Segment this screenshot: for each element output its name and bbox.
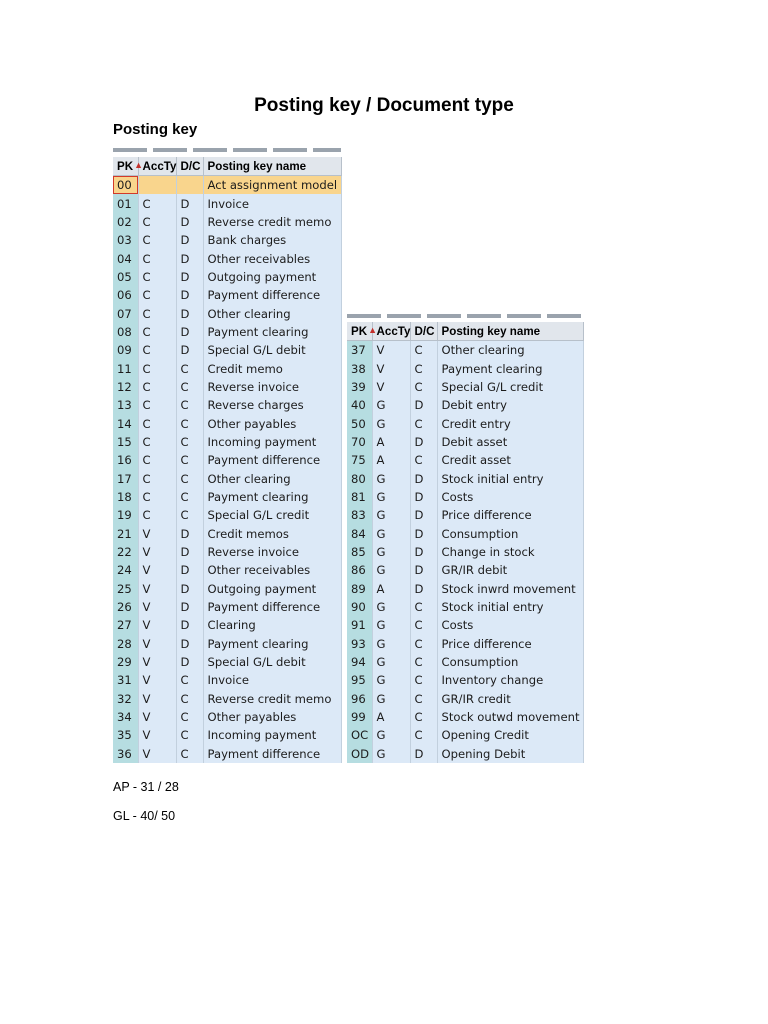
table-row[interactable]: [347, 579, 583, 597]
cell-name: Reverse charges: [203, 396, 341, 414]
cell-accty: G: [372, 690, 410, 708]
cell-dc: D: [176, 231, 203, 249]
cell-accty: V: [138, 525, 176, 543]
cell-pk: 85: [347, 543, 372, 561]
cell-accty: C: [138, 194, 176, 212]
cell-accty: G: [372, 671, 410, 689]
column-header-pk[interactable]: PK▲: [347, 322, 372, 341]
cell-accty: C: [138, 470, 176, 488]
cell-pk: 36: [113, 745, 138, 763]
cell-pk: 27: [113, 616, 138, 634]
cell-pk: 99: [347, 708, 372, 726]
cell-pk: 91: [347, 616, 372, 634]
cell-accty: V: [372, 341, 410, 360]
cell-pk: 08: [113, 323, 138, 341]
posting-key-table-left: [113, 157, 342, 763]
cell-dc: C: [176, 396, 203, 414]
cell-dc: C: [176, 708, 203, 726]
cell-accty: G: [372, 635, 410, 653]
cell-pk: 02: [113, 213, 138, 231]
cell-pk: 83: [347, 506, 372, 524]
table-row[interactable]: [113, 194, 341, 212]
cell-pk: 11: [113, 359, 138, 377]
table-row[interactable]: [113, 176, 341, 195]
cell-dc: D: [176, 268, 203, 286]
cell-name: Price difference: [437, 506, 583, 524]
cell-pk: 94: [347, 653, 372, 671]
cell-name: Costs: [437, 488, 583, 506]
cell-name: Act assignment model: [203, 176, 341, 195]
cell-dc: C: [176, 506, 203, 524]
cell-accty: C: [138, 359, 176, 377]
cell-dc: C: [176, 690, 203, 708]
cell-name: Credit asset: [437, 451, 583, 469]
cell-dc: C: [176, 470, 203, 488]
cell-pk: 86: [347, 561, 372, 579]
cell-dc: C: [176, 359, 203, 377]
cell-pk: 28: [113, 635, 138, 653]
cell-accty: G: [372, 488, 410, 506]
cell-accty: G: [372, 414, 410, 432]
cell-dc: C: [176, 414, 203, 432]
column-header-pk[interactable]: PK▲: [113, 157, 138, 176]
cell-name: Payment difference: [203, 598, 341, 616]
cell-name: Credit memo: [203, 359, 341, 377]
cell-name: Outgoing payment: [203, 580, 341, 598]
cell-pk: 32: [113, 690, 138, 708]
cell-name: Credit entry: [437, 414, 583, 432]
cell-name: Invoice: [203, 194, 341, 212]
cell-accty: C: [138, 506, 176, 524]
cell-accty: V: [138, 653, 176, 671]
cell-pk: 96: [347, 690, 372, 708]
cell-accty: G: [372, 506, 410, 524]
table-row[interactable]: [347, 671, 583, 689]
cell-accty: A: [372, 451, 410, 469]
cell-accty: C: [138, 433, 176, 451]
cell-accty: G: [372, 543, 410, 561]
cell-pk: 39: [347, 378, 372, 396]
cell-pk: 70: [347, 433, 372, 451]
cell-name: Payment clearing: [203, 488, 341, 506]
cell-pk: 37: [347, 341, 372, 360]
table-row[interactable]: [113, 488, 341, 506]
cell-pk: 06: [113, 286, 138, 304]
cell-accty: G: [372, 598, 410, 616]
cell-name: Inventory change: [437, 671, 583, 689]
cell-name: Payment difference: [203, 451, 341, 469]
cell-name: Other payables: [203, 708, 341, 726]
table-row[interactable]: [113, 231, 341, 249]
cell-dc: C: [410, 635, 437, 653]
table-row[interactable]: [113, 561, 341, 579]
table-row[interactable]: [113, 690, 341, 708]
cell-dc: C: [410, 616, 437, 634]
table-row[interactable]: [347, 543, 583, 561]
cell-name: Opening Debit: [437, 745, 583, 763]
cell-name: Clearing: [203, 616, 341, 634]
cell-name: Debit entry: [437, 396, 583, 414]
cell-pk: 25: [113, 580, 138, 598]
cell-dc: C: [410, 690, 437, 708]
cell-accty: C: [138, 414, 176, 432]
cell-accty: C: [138, 451, 176, 469]
cell-accty: V: [372, 378, 410, 396]
cell-pk: 34: [113, 708, 138, 726]
cell-accty: V: [138, 635, 176, 653]
table-row[interactable]: [113, 304, 341, 322]
note-ap: AP - 31 / 28: [113, 780, 179, 794]
table-row[interactable]: [113, 635, 341, 653]
table-row[interactable]: [113, 525, 341, 543]
table-row[interactable]: [113, 286, 341, 304]
sort-ascending-icon: ▲: [134, 159, 144, 170]
cell-dc: D: [176, 561, 203, 579]
cell-dc: C: [176, 451, 203, 469]
cell-dc: D: [410, 745, 437, 763]
cell-accty: V: [138, 745, 176, 763]
cell-pk: 05: [113, 268, 138, 286]
table-row[interactable]: [347, 488, 583, 506]
column-header-dc[interactable]: D/C: [410, 322, 437, 341]
cell-pk: 19: [113, 506, 138, 524]
cell-pk: 84: [347, 524, 372, 542]
cell-dc: D: [176, 286, 203, 304]
cell-dc: D: [176, 525, 203, 543]
cell-accty: C: [138, 323, 176, 341]
cell-dc: D: [410, 524, 437, 542]
table-row[interactable]: [113, 543, 341, 561]
table-row[interactable]: [113, 433, 341, 451]
table-row[interactable]: [113, 378, 341, 396]
table-row[interactable]: [113, 745, 341, 763]
cell-dc: D: [410, 561, 437, 579]
cell-dc: C: [410, 653, 437, 671]
cell-name: Consumption: [437, 653, 583, 671]
cell-pk: 26: [113, 598, 138, 616]
cell-name: Opening Credit: [437, 726, 583, 744]
cell-dc: C: [410, 726, 437, 744]
table-row[interactable]: [113, 708, 341, 726]
cell-accty: G: [372, 469, 410, 487]
cell-pk: 01: [113, 194, 138, 212]
toolbar-strip-right: [347, 314, 583, 318]
cell-dc: D: [176, 580, 203, 598]
cell-name: Costs: [437, 616, 583, 634]
table-row[interactable]: [113, 341, 341, 359]
cell-accty: A: [372, 433, 410, 451]
cell-name: Incoming payment: [203, 433, 341, 451]
cell-name: Reverse credit memo: [203, 690, 341, 708]
column-header-name[interactable]: Posting key name: [203, 157, 341, 176]
table-row[interactable]: [347, 451, 583, 469]
cell-dc: C: [410, 671, 437, 689]
table-row[interactable]: [113, 268, 341, 286]
cell-pk: 75: [347, 451, 372, 469]
cell-name: Other clearing: [437, 341, 583, 360]
table-header-row: [347, 322, 583, 341]
cell-pk: 13: [113, 396, 138, 414]
cell-pk: 22: [113, 543, 138, 561]
cell-dc: D: [176, 323, 203, 341]
cell-dc: C: [410, 341, 437, 360]
table-row[interactable]: [347, 524, 583, 542]
cell-name: Stock initial entry: [437, 598, 583, 616]
cell-accty: C: [138, 286, 176, 304]
cell-dc: C: [176, 378, 203, 396]
cell-name: Change in stock: [437, 543, 583, 561]
cell-name: Other receivables: [203, 249, 341, 267]
cell-accty: V: [138, 580, 176, 598]
cell-name: Credit memos: [203, 525, 341, 543]
cell-accty: G: [372, 616, 410, 634]
cell-pk: 89: [347, 579, 372, 597]
cell-accty: C: [138, 304, 176, 322]
cell-name: GR/IR debit: [437, 561, 583, 579]
cell-name: Reverse invoice: [203, 378, 341, 396]
cell-dc: C: [176, 726, 203, 744]
cell-accty: C: [138, 341, 176, 359]
cell-dc: C: [410, 451, 437, 469]
cell-dc: D: [176, 194, 203, 212]
cell-dc: D: [176, 543, 203, 561]
cell-pk: 07: [113, 304, 138, 322]
table-row[interactable]: [113, 506, 341, 524]
cell-dc: C: [176, 488, 203, 506]
cell-pk: 18: [113, 488, 138, 506]
cell-name: Special G/L debit: [203, 653, 341, 671]
cell-name: Stock initial entry: [437, 469, 583, 487]
cell-accty: V: [138, 598, 176, 616]
table-body: [347, 341, 583, 763]
cell-accty: C: [138, 268, 176, 286]
cell-name: Other clearing: [203, 304, 341, 322]
cell-name: Invoice: [203, 671, 341, 689]
cell-dc: C: [176, 745, 203, 763]
table-row[interactable]: [113, 616, 341, 634]
cell-name: Special G/L credit: [203, 506, 341, 524]
table-row[interactable]: [113, 323, 341, 341]
cell-accty: C: [138, 231, 176, 249]
column-header-accty[interactable]: AccTy: [372, 322, 410, 341]
table-row[interactable]: [347, 433, 583, 451]
cell-pk: 80: [347, 469, 372, 487]
table-row[interactable]: [347, 396, 583, 414]
cell-name: Debit asset: [437, 433, 583, 451]
cell-dc: D: [410, 543, 437, 561]
cell-pk: OD: [347, 745, 372, 763]
cell-pk: 38: [347, 359, 372, 377]
cell-pk: 35: [113, 726, 138, 744]
table-row[interactable]: [347, 341, 583, 360]
cell-name: Special G/L credit: [437, 378, 583, 396]
table-row[interactable]: [347, 616, 583, 634]
cell-dc: D: [176, 249, 203, 267]
cell-name: Outgoing payment: [203, 268, 341, 286]
cell-pk: 03: [113, 231, 138, 249]
cell-dc: D: [176, 653, 203, 671]
cell-dc: D: [176, 598, 203, 616]
cell-accty: C: [138, 213, 176, 231]
cell-name: Other receivables: [203, 561, 341, 579]
document-title: Posting key / Document type: [254, 95, 514, 116]
cell-dc: D: [176, 616, 203, 634]
cell-dc: C: [410, 598, 437, 616]
table-row[interactable]: [113, 414, 341, 432]
cell-dc: C: [410, 359, 437, 377]
table-row[interactable]: [113, 451, 341, 469]
cell-dc: D: [410, 396, 437, 414]
table-row[interactable]: [347, 414, 583, 432]
table-row[interactable]: [347, 561, 583, 579]
cell-pk: OC: [347, 726, 372, 744]
column-header-dc[interactable]: D/C: [176, 157, 203, 176]
cell-dc: D: [410, 433, 437, 451]
cell-name: Reverse credit memo: [203, 213, 341, 231]
cell-pk: 17: [113, 470, 138, 488]
cell-dc: C: [410, 378, 437, 396]
cell-name: Payment difference: [203, 286, 341, 304]
cell-accty: C: [138, 396, 176, 414]
cell-accty: G: [372, 524, 410, 542]
table-row[interactable]: [347, 745, 583, 763]
cell-name: Payment clearing: [203, 323, 341, 341]
cell-dc: D: [176, 213, 203, 231]
cell-pk: 09: [113, 341, 138, 359]
table-row[interactable]: [347, 469, 583, 487]
table-row[interactable]: [113, 653, 341, 671]
cell-accty: V: [138, 561, 176, 579]
cell-name: Consumption: [437, 524, 583, 542]
cell-accty: V: [138, 671, 176, 689]
cell-dc: C: [176, 433, 203, 451]
cell-pk: 16: [113, 451, 138, 469]
sort-ascending-icon: ▲: [368, 324, 378, 335]
table-header-row: [113, 157, 341, 176]
table-row[interactable]: [113, 671, 341, 689]
cell-pk: 14: [113, 414, 138, 432]
cell-dc: [176, 176, 203, 195]
cell-dc: D: [410, 506, 437, 524]
cell-name: Bank charges: [203, 231, 341, 249]
cell-name: Special G/L debit: [203, 341, 341, 359]
cell-name: Other payables: [203, 414, 341, 432]
cell-dc: D: [410, 469, 437, 487]
cell-pk: 95: [347, 671, 372, 689]
cell-accty: V: [138, 616, 176, 634]
table-row[interactable]: [347, 359, 583, 377]
cell-name: Incoming payment: [203, 726, 341, 744]
cell-pk: 24: [113, 561, 138, 579]
cell-dc: D: [176, 341, 203, 359]
cell-name: Stock outwd movement: [437, 708, 583, 726]
table-row[interactable]: [113, 396, 341, 414]
cell-dc: C: [410, 708, 437, 726]
table-row[interactable]: [113, 359, 341, 377]
cell-pk: 81: [347, 488, 372, 506]
table-row[interactable]: [347, 708, 583, 726]
table-body: [113, 176, 341, 764]
cell-name: Payment clearing: [437, 359, 583, 377]
cell-name: Reverse invoice: [203, 543, 341, 561]
cell-accty: G: [372, 653, 410, 671]
toolbar-strip-left: [113, 148, 341, 152]
cell-accty: V: [138, 726, 176, 744]
cell-accty: C: [138, 378, 176, 396]
cell-pk: 90: [347, 598, 372, 616]
cell-accty: V: [138, 690, 176, 708]
table-row[interactable]: [113, 470, 341, 488]
table-row[interactable]: [113, 249, 341, 267]
cell-name: Price difference: [437, 635, 583, 653]
cell-accty: V: [138, 543, 176, 561]
table-row[interactable]: [347, 726, 583, 744]
cell-pk: 40: [347, 396, 372, 414]
cell-pk: 04: [113, 249, 138, 267]
cell-dc: D: [410, 488, 437, 506]
cell-dc: D: [176, 304, 203, 322]
table-row[interactable]: [347, 598, 583, 616]
cell-accty: V: [372, 359, 410, 377]
cell-accty: V: [138, 708, 176, 726]
cell-dc: D: [410, 579, 437, 597]
table-row[interactable]: [347, 635, 583, 653]
cell-accty: [138, 176, 176, 195]
cell-pk: 21: [113, 525, 138, 543]
cell-pk: 29: [113, 653, 138, 671]
table-row[interactable]: [347, 653, 583, 671]
posting-key-table-right: [347, 322, 584, 763]
table-row[interactable]: [347, 506, 583, 524]
table-row[interactable]: [113, 726, 341, 744]
cell-name: GR/IR credit: [437, 690, 583, 708]
note-gl: GL - 40/ 50: [113, 809, 176, 823]
table-row[interactable]: [113, 598, 341, 616]
cell-accty: G: [372, 561, 410, 579]
cell-accty: G: [372, 726, 410, 744]
cell-pk: 12: [113, 378, 138, 396]
column-header-name[interactable]: Posting key name: [437, 322, 583, 341]
table-row[interactable]: [347, 690, 583, 708]
table-row[interactable]: [113, 213, 341, 231]
cell-name: Other clearing: [203, 470, 341, 488]
cell-name: Payment clearing: [203, 635, 341, 653]
cell-accty: C: [138, 488, 176, 506]
cell-accty: A: [372, 579, 410, 597]
cell-name: Stock inwrd movement: [437, 579, 583, 597]
cell-pk: 00: [113, 176, 138, 195]
cell-name: Payment difference: [203, 745, 341, 763]
table-row[interactable]: [347, 378, 583, 396]
cell-pk: 50: [347, 414, 372, 432]
cell-pk: 93: [347, 635, 372, 653]
cell-accty: C: [138, 249, 176, 267]
cell-dc: C: [176, 671, 203, 689]
column-header-accty[interactable]: AccTy: [138, 157, 176, 176]
table-row[interactable]: [113, 580, 341, 598]
section-title: Posting key: [113, 121, 198, 138]
cell-accty: G: [372, 745, 410, 763]
cell-dc: C: [410, 414, 437, 432]
cell-accty: G: [372, 396, 410, 414]
cell-dc: D: [176, 635, 203, 653]
cell-pk: 31: [113, 671, 138, 689]
cell-pk: 15: [113, 433, 138, 451]
cell-accty: A: [372, 708, 410, 726]
